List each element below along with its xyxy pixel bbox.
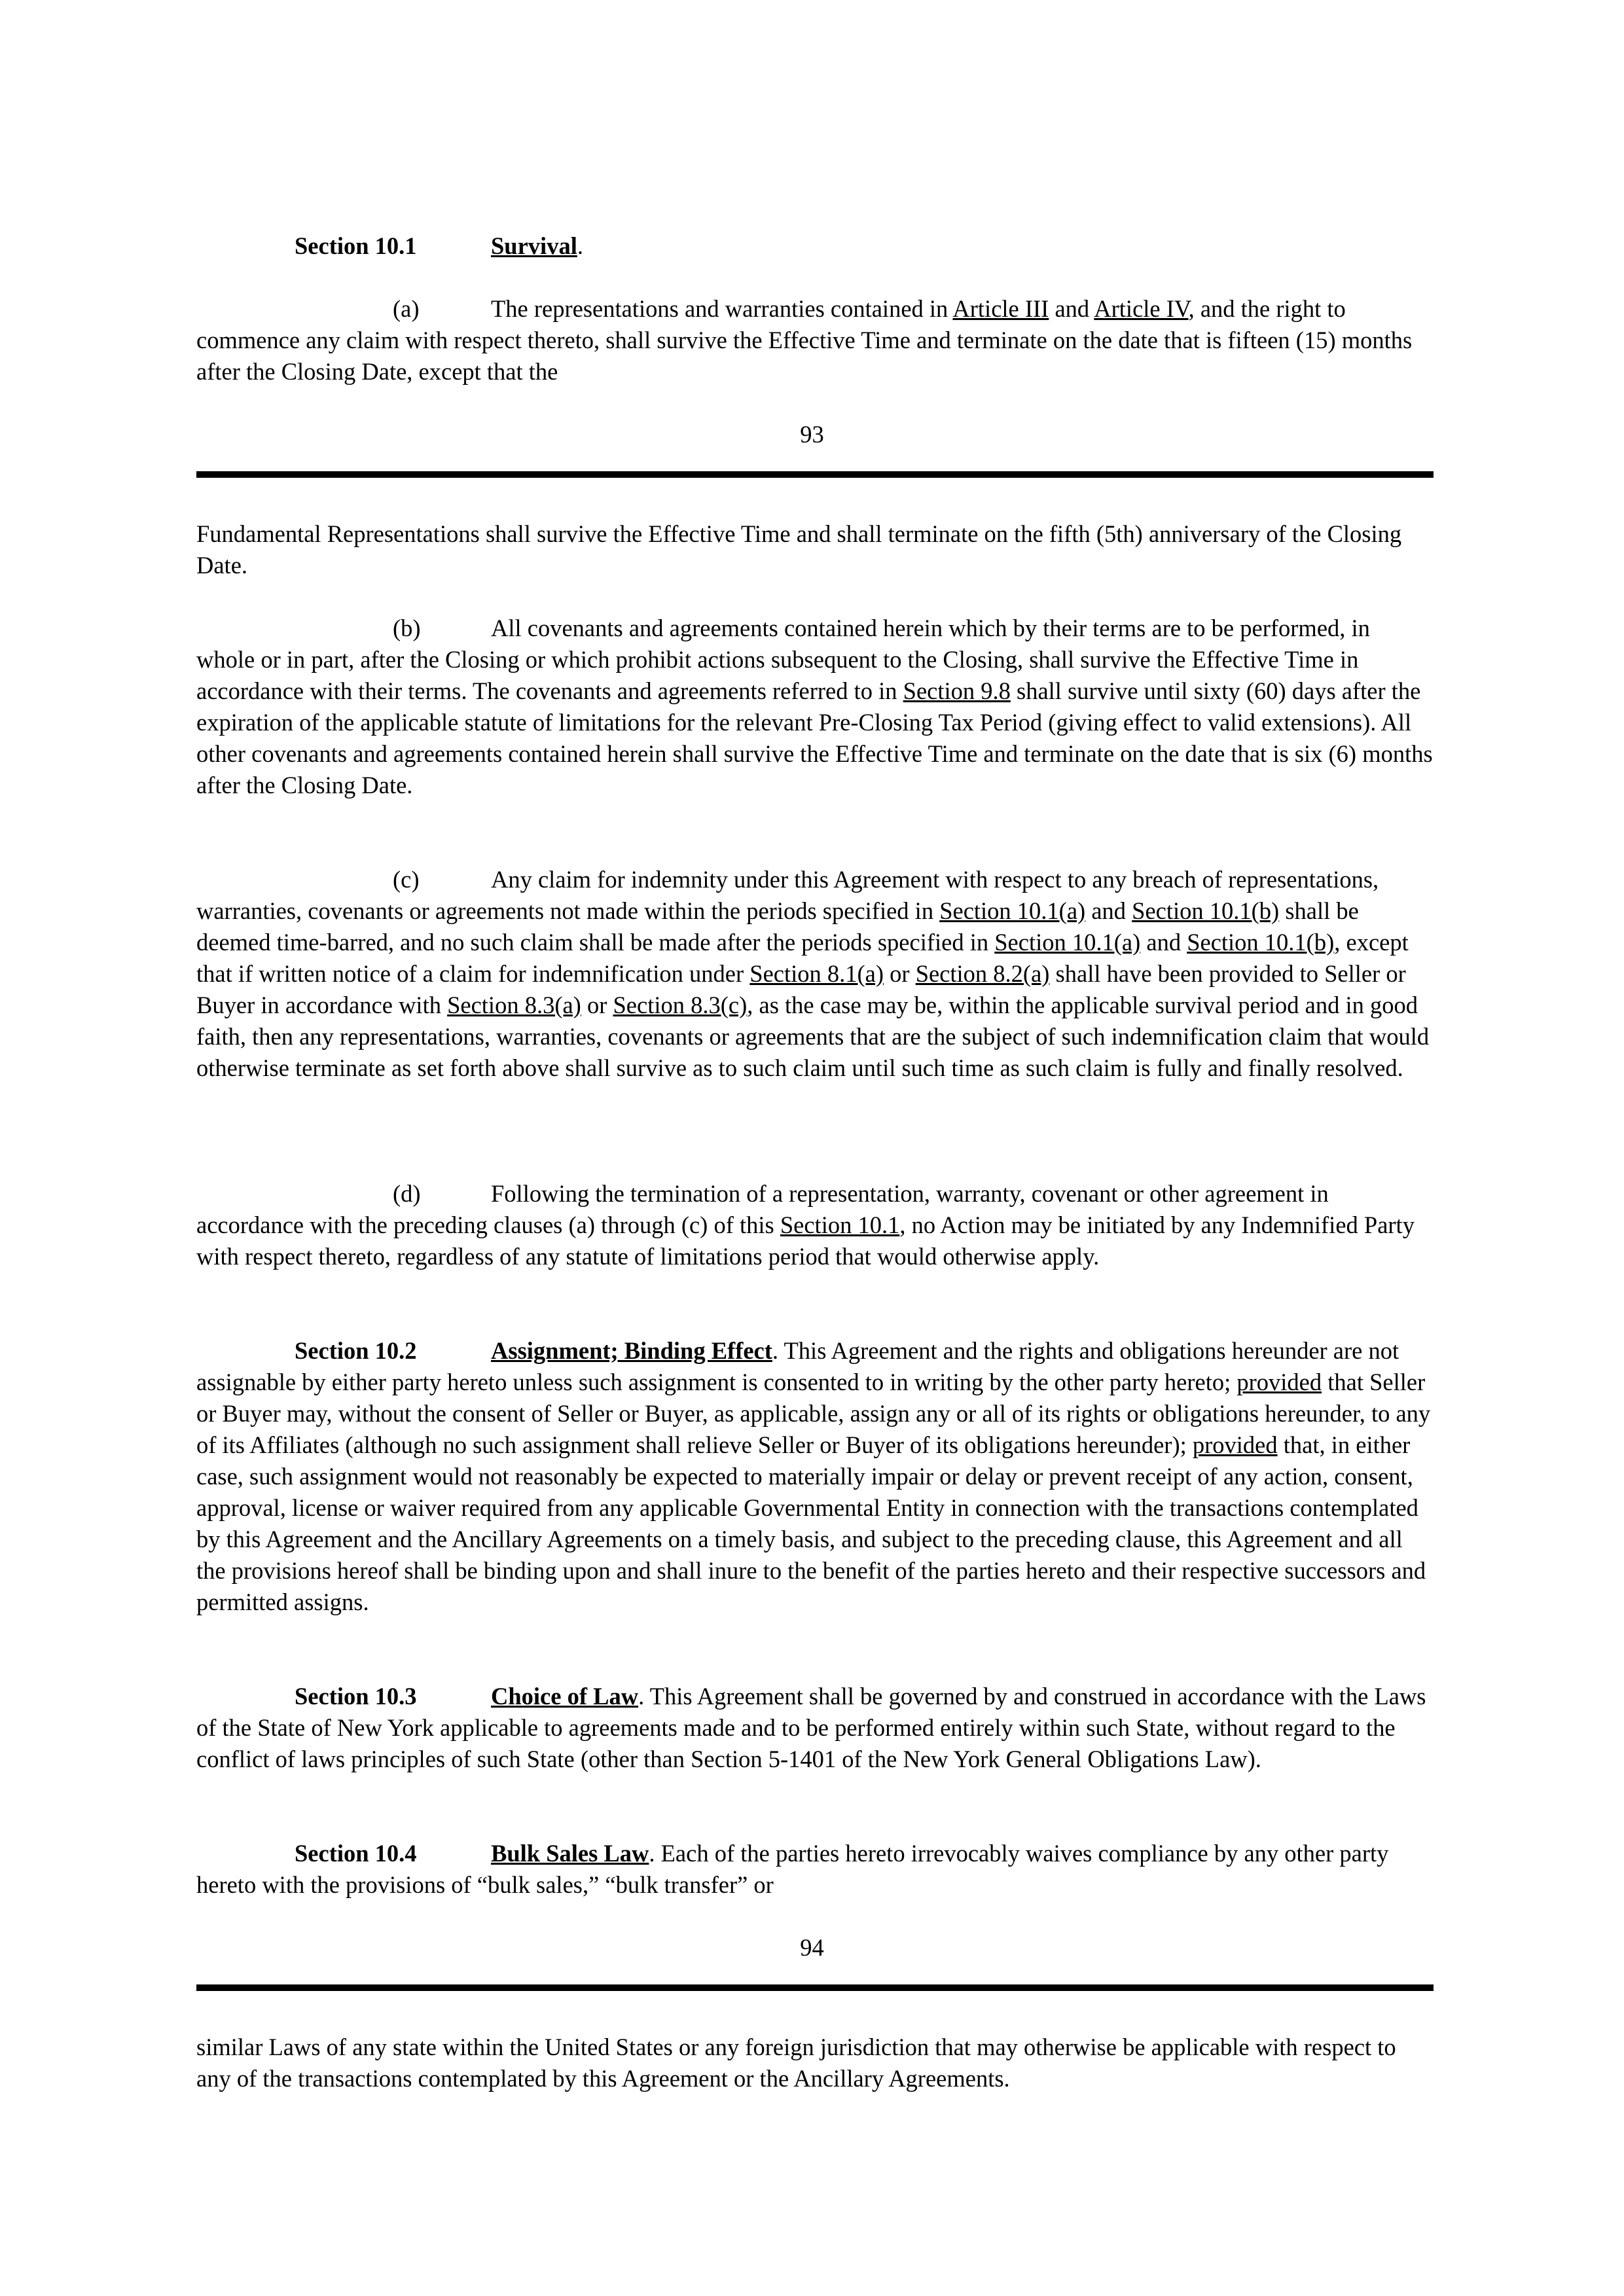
- cross-reference: Section 8.3(a): [447, 992, 581, 1018]
- page-number: 94: [800, 1934, 824, 1961]
- body-text: and: [1049, 295, 1094, 322]
- cross-reference: Section 10.1(b): [1187, 929, 1335, 956]
- paragraph-10-1-c: [196, 864, 1434, 1084]
- body-text: , and the right to commence any claim with respect thereto, shall survive the Effective Time and terminate on the date that is fifteen (15) months after the Closing Date, except that the: [196, 295, 1413, 385]
- body-text: , except that if written notice of a claim for indemnification under: [196, 929, 1409, 987]
- section-10-1-heading: [196, 230, 1434, 262]
- punctuation: .: [577, 232, 583, 259]
- body-text: and: [1140, 929, 1187, 956]
- body-text: or: [884, 960, 916, 987]
- cross-reference: Section 8.1(a): [749, 960, 884, 987]
- section-number: Section 10.3: [295, 1683, 417, 1710]
- page-break-rule: [196, 471, 1434, 478]
- body-text: Following the termination of a representation, warranty, covenant or other agreement in accordance with the preceding clauses (a) through (c) of this: [196, 1180, 1329, 1238]
- paragraph-10-1-b: [196, 613, 1434, 801]
- paragraph-continuation: Fundamental Representations shall survive the Effective Time and shall terminate on the fifth (5th) anniversary of the Closing Date.: [196, 520, 1402, 579]
- cross-reference: Section 9.8: [903, 677, 1011, 704]
- body-text: and: [1085, 897, 1132, 924]
- clause-label: (d): [393, 1180, 421, 1207]
- page-number: 93: [800, 421, 824, 448]
- section-number: Section 10.2: [295, 1337, 417, 1364]
- cross-reference: Section 8.2(a): [915, 960, 1050, 987]
- clause-label: (c): [393, 866, 420, 893]
- proviso-term: provided: [1192, 1431, 1278, 1458]
- page-break-rule: [196, 1984, 1434, 1991]
- body-text: Any claim for indemnity under this Agreement with respect to any breach of representations, warranties, covenants or agreements not made within the periods specified in: [196, 866, 1379, 924]
- clause-label: (b): [393, 615, 421, 641]
- cross-reference: Section 10.1(a): [994, 929, 1141, 956]
- section-10-4: [196, 1838, 1434, 1901]
- cross-reference: Section 10.1(a): [939, 897, 1086, 924]
- section-number: Section 10.1: [295, 232, 417, 259]
- body-text: , no Action may be initiated by any Indemnified Party with respect thereto, regardless of any statute of limitations period that would otherwise apply.: [196, 1211, 1415, 1270]
- section-title: Assignment; Binding Effect: [491, 1337, 772, 1364]
- body-text: The representations and warranties contained in: [491, 295, 953, 322]
- section-title: Choice of Law: [491, 1683, 639, 1710]
- section-10-2: [196, 1335, 1434, 1618]
- body-text: , as the case may be, within the applicable survival period and in good faith, then any representations, warranties, covenants or agreements that are the subject of such indemnification claim that would otherwise terminate as set forth above shall survive as to such claim until such time as such claim is fully and finally resolved.: [196, 992, 1430, 1081]
- body-text: that Seller or Buyer may, without the consent of Seller or Buyer, as applicable, assign any or all of its rights or obligations hereunder, to any of its Affiliates (although no such assignment shall relieve Seller or Buyer of its obligations hereunder);: [196, 1369, 1431, 1458]
- body-text: All covenants and agreements contained herein which by their terms are to be performed, in whole or in part, after the Closing or which prohibit actions subsequent to the Closing, shall survive the Effective Time in accordance with their terms. The covenants and agreements referred to in: [196, 615, 1370, 704]
- section-10-3: [196, 1681, 1434, 1775]
- section-title: Survival: [491, 232, 577, 259]
- paragraph-10-1-d: [196, 1178, 1434, 1272]
- cross-reference: Article III: [952, 295, 1049, 322]
- body-text: shall survive until sixty (60) days after the expiration of the applicable statute of limitations for the relevant Pre-Closing Tax Period (giving effect to valid extensions). All other covenants and agreements contained herein shall survive the Effective Time and terminate on the date that is six (6) months after the Closing Date.: [196, 677, 1433, 798]
- body-text: . This Agreement shall be governed by and construed in accordance with the Laws of the State of New York applicable to agreements made and to be performed entirely within such State, without regard to the conflict of laws principles of such State (other than Section 5-1401 of the New York General Obligations Law).: [196, 1683, 1426, 1772]
- cross-reference: Section 10.1(b): [1132, 897, 1280, 924]
- body-text: . Each of the parties hereto irrevocably waives compliance by any other party hereto with the provisions of “bulk sales,” “bulk transfer” or: [196, 1840, 1389, 1898]
- section-title: Bulk Sales Law: [491, 1840, 649, 1867]
- body-text: shall have been provided to Seller or Buyer in accordance with: [196, 960, 1406, 1018]
- clause-label: (a): [393, 295, 420, 322]
- body-text: or: [581, 992, 613, 1018]
- body-text: . This Agreement and the rights and obligations hereunder are not assignable by either party hereto unless such assignment is consented to in writing by the other party hereto;: [196, 1337, 1399, 1395]
- cross-reference: Section 10.1: [780, 1211, 900, 1238]
- body-text: that, in either case, such assignment would not reasonably be expected to materially impair or delay or prevent receipt of any action, consent, approval, license or waiver required from any applicable Governmental Entity in connection with the transactions contemplated by this Agreement and the Ancillary Agreements on a timely basis, and subject to the preceding clause, this Agreement and all the provisions hereof shall be binding upon and shall inure to the benefit of the parties hereto and their respective successors and permitted assigns.: [196, 1431, 1426, 1615]
- section-number: Section 10.4: [295, 1840, 417, 1867]
- proviso-term: provided: [1236, 1369, 1322, 1395]
- cross-reference: Section 8.3(c): [613, 992, 748, 1018]
- paragraph-continuation: similar Laws of any state within the United States or any foreign jurisdiction that may otherwise be applicable with respect to any of the transactions contemplated by this Agreement or the Ancillary Agreements.: [196, 2034, 1396, 2092]
- cross-reference: Article IV: [1094, 295, 1189, 322]
- paragraph-10-1-a: [196, 293, 1434, 387]
- body-text: shall be deemed time-barred, and no such claim shall be made after the periods specified in: [196, 897, 1359, 956]
